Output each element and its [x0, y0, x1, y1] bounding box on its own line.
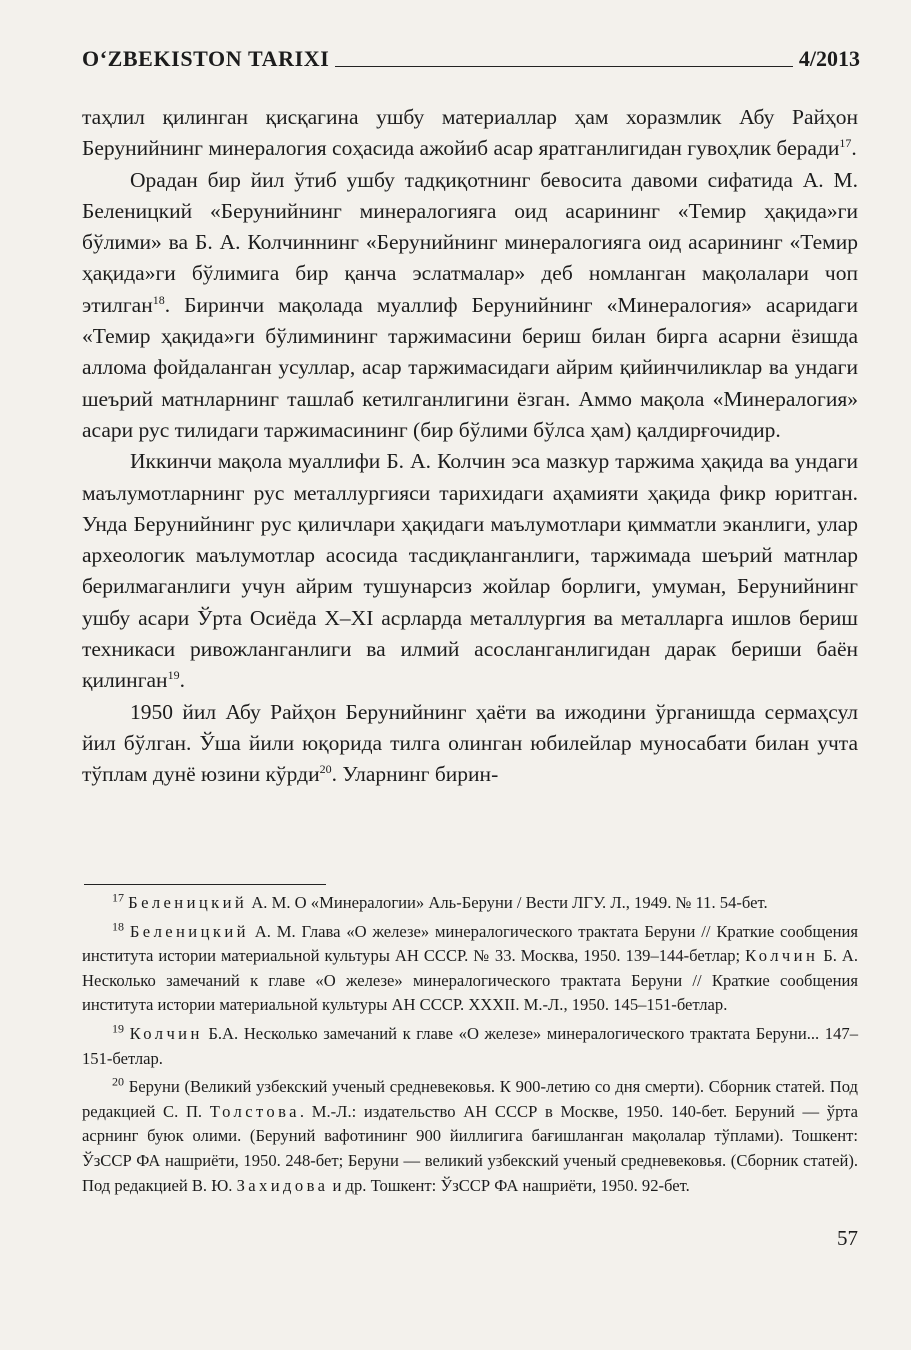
page-number: 57 [837, 1226, 858, 1250]
paragraph-2: Орадан бир йил ўтиб ушбу тадқиқотнинг бевосита давоми сифатида А. М. Беленицкий «Берунийнинг минералогияга оид асарининг «Темир ҳақида»ги бўлими» ва Б. А. Колчиннинг «Берунийнинг минералогияга оид асарининг «Темир ҳақида»ги бўлимига бир қанча эслатмалар» деб номланган мақолалари чоп этилган$^{18}$. Биринчи мақолада муаллиф Берунийнинг «Минералогия» асаридаги «Темир ҳақида»ги бўлимининг таржимасини бериш билан бирга асарни ёзишда аллома фойдаланган усуллар, асар таржимасидаги айрим қийинчиликлар ва ундаги шеърий матнларнинг ташлаб кетилганлигини ёзган. Аммо мақола «Минералогия» асари рус тилидаги таржимасининг (бир бўлими бўлса ҳам) қалдирғочидир. [82, 167, 858, 442]
footnote-ref-17[interactable]: 17 [839, 136, 852, 151]
running-header [82, 40, 860, 70]
footnote-author: Колчин [129, 1023, 203, 1043]
paragraph-4: 1950 йил Абу Райҳон Берунийнинг ҳаёти ва ижодини ўрганишда сермаҳсул йил бўлган. Ўша йили юқорида тилга олинган юбилейлар муносабати билан учта тўплам дунё юзини кўрди$^{20}$. Уларнинг бирин- [82, 699, 858, 787]
footnote-19: $^{19}$ Колчин Б.А. Несколько замечаний к главе «О железе» минералогического трактата Беруни... 147–151-бетлар. [82, 1021, 858, 1068]
footnote-18: $^{18}$ Беленицкий А. М. Глава «О железе» минералогического трактата Беруни // Краткие сообщения института истории материальной культуры АН СССР. № 33. Москва, 1950. 139–144-бетлар; Колчин Б. А. Несколько замечаний к главе «О железе» минералогического трактата Беруни // Краткие сообщения института истории материальной культуры АН СССР. XXXII. М.-Л., 1950. 145–151-бетлар. [82, 919, 858, 1015]
footnote-author: Беленицкий [129, 921, 249, 941]
journal-title: O‘ZBEKISTON TARIXI [82, 46, 330, 71]
footnote-ref-20[interactable]: 20 [319, 762, 332, 777]
footnote-17: $^{17}$ Беленицкий А. М. О «Минералогии» Аль-Беруни / Вести ЛГУ. Л., 1949. № 11. 54-бет. [112, 890, 768, 912]
article-body [82, 102, 858, 791]
footnote-ref-19[interactable]: 19 [167, 668, 180, 683]
footnote-author: Колчин [745, 946, 819, 966]
header-rule [335, 66, 792, 67]
footnotes [82, 891, 858, 1198]
footnote-separator [84, 884, 326, 885]
footnote-editor: Захидова [236, 1175, 329, 1195]
footnote-ref-18[interactable]: 18 [152, 292, 165, 307]
issue-number: 4/2013 [798, 46, 860, 71]
paragraph-3: Иккинчи мақола муаллифи Б. А. Колчин эса мазкур таржима ҳақида ва ундаги маълумотларнинг рус металлургияси тарихидаги аҳамияти ҳақида фикр юритган. Унда Берунийнинг рус қиличлари ҳақидаги маълумотлари қимматли эканлиги, улар археологик маълумотлар асосида тасдиқланганлиги, таржимада шеърий матнлар берилмаганлиги учун айрим тушунарсиз жойлар борлиги, умуман, Берунийнинг ушбу асари Ўрта Осиёда X–XI асрларда металлургия ва металларга ишлов бериш техникаси ривожланганлиги ва илмий асосланганлигидан дарак бериши баён қилинган$^{19}$. [82, 449, 858, 693]
footnote-author: Беленицкий [128, 893, 248, 912]
footnote-editor: Толстова [209, 1101, 300, 1121]
paragraph-1: таҳлил қилинган қисқагина ушбу материаллар ҳам хоразмлик Абу Райҳон Берунийнинг минералогия соҳасида ажойиб асар яратганлигидан гувоҳлик беради$^{17}$. [82, 105, 858, 161]
footnote-20: $^{20}$ Беруни (Великий узбекский ученый средневековья. К 900-летию со дня смерти). Сборник статей. Под редакцией С. П. Толстова. М.-Л.: издательство АН СССР в Москве, 1950. 140-бет. Беруний — ўрта асрнинг буюк олими. (Беруний вафотининг 900 йиллигига бағишланган мақолалар тўплами). Тошкент: ЎзССР ФА нашриёти, 1950. 248-бет; Беруни — великий узбекский ученый средневековья. (Сборник статей). Под редакцией В. Ю. Захидова и др. Тошкент: ЎзССР ФА нашриёти, 1950. 92-бет. [82, 1074, 858, 1195]
